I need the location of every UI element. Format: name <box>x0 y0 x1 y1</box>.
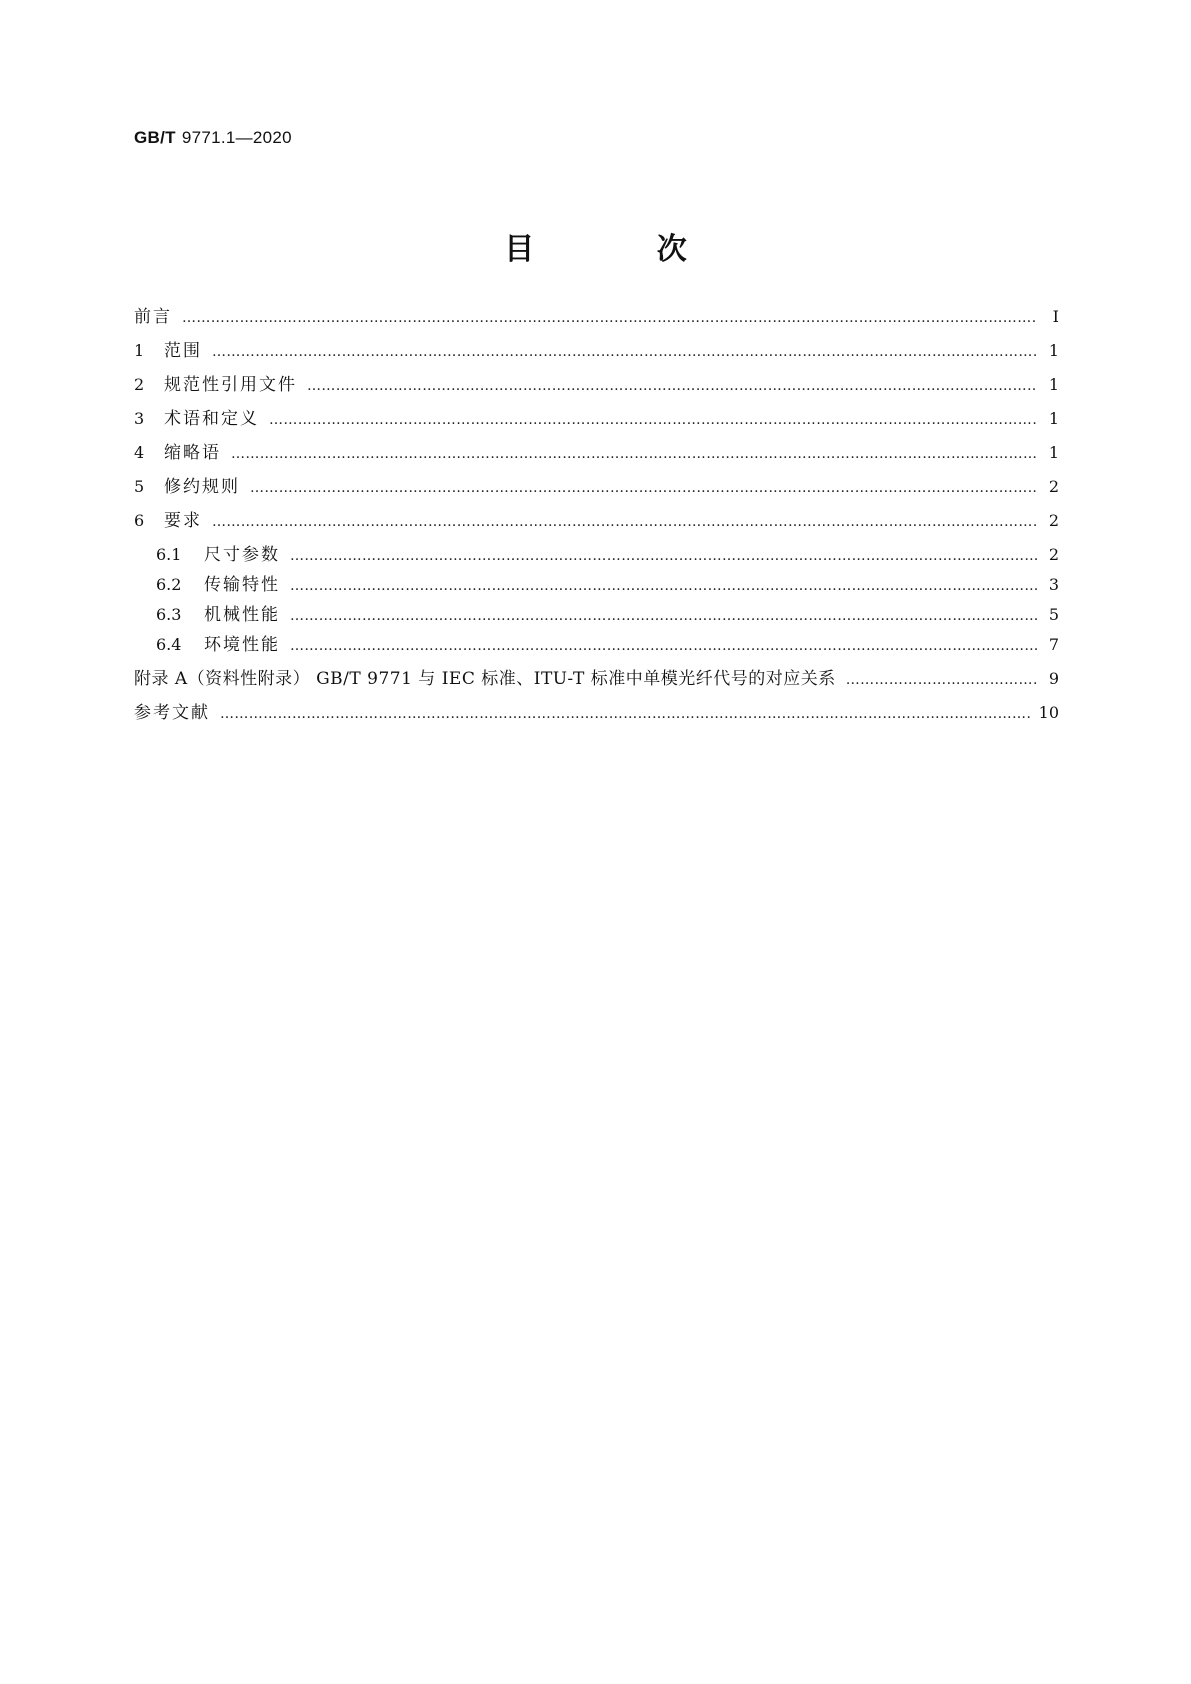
toc-entry-annex-a[interactable] <box>134 667 1059 691</box>
toc-entry-page: 1 <box>1048 341 1059 360</box>
toc-entry-2[interactable] <box>134 373 1059 397</box>
toc-entry-bibliography[interactable] <box>134 701 1059 725</box>
toc-entry-number: 6.1 <box>156 545 182 564</box>
toc-entry-page: 2 <box>1048 477 1059 496</box>
toc-entry-title: 传输特性 <box>204 575 280 595</box>
toc-entry-title: 环境性能 <box>204 635 280 655</box>
toc-entry-page: 7 <box>1048 635 1059 654</box>
toc-entry-page: Ⅰ <box>1052 307 1059 326</box>
toc-entry-number: 6.2 <box>156 575 182 594</box>
toc-leader-dots <box>182 306 1037 330</box>
toc-entry-title: 参考文献 <box>134 703 210 723</box>
toc-leader-dots <box>290 574 1037 598</box>
toc-entry-preface[interactable] <box>134 305 1059 329</box>
toc-entry-6[interactable] <box>134 509 1059 533</box>
toc-leader-dots <box>846 668 1037 692</box>
toc-entry-number: 4 <box>134 443 145 462</box>
toc-entry-page: 1 <box>1048 375 1059 394</box>
toc-entry-page: 2 <box>1048 511 1059 530</box>
toc-entry-page: 1 <box>1048 443 1059 462</box>
toc-leader-dots <box>212 510 1037 534</box>
toc-entry-number: 3 <box>134 409 145 428</box>
toc-entry-title: 术语和定义 <box>164 409 259 429</box>
toc-entry-title: 缩略语 <box>164 443 221 463</box>
toc-entry-title: 修约规则 <box>164 477 240 497</box>
toc-entry-number: 6 <box>134 511 145 530</box>
toc-entry-title: 机械性能 <box>204 605 280 625</box>
toc-leader-dots <box>290 604 1037 628</box>
toc-entry-4[interactable] <box>134 441 1059 465</box>
toc-entry-5[interactable] <box>134 475 1059 499</box>
toc-entry-title: 前言 <box>134 307 172 327</box>
toc-entry-number: 2 <box>134 375 145 394</box>
toc-leader-dots <box>231 442 1037 466</box>
toc-entry-1[interactable] <box>134 339 1059 363</box>
toc-entry-page: 2 <box>1048 545 1059 564</box>
toc-title: 目 次 <box>504 232 743 267</box>
document-code-number: 9771.1—2020 <box>181 128 292 147</box>
toc-entry-6-2[interactable] <box>156 573 1059 597</box>
toc-leader-dots <box>307 374 1037 398</box>
toc-entry-title: 尺寸参数 <box>204 545 280 565</box>
toc-entry-title: 范围 <box>164 341 202 361</box>
toc-entry-page: 10 <box>1038 703 1059 722</box>
toc-entry-number: 5 <box>134 477 145 496</box>
toc-leader-dots <box>250 476 1037 500</box>
toc-entry-page: 1 <box>1048 409 1059 428</box>
toc-leader-dots <box>290 634 1037 658</box>
toc-leader-dots <box>220 702 1031 726</box>
toc-entry-title: 附录 A（资料性附录） GB/T 9771 与 IEC 标准、ITU-T 标准中单模光纤代号的对应关系 <box>134 669 836 689</box>
table-of-contents <box>134 0 1059 1684</box>
toc-entry-page: 5 <box>1048 605 1059 624</box>
toc-entry-title: 要求 <box>164 511 202 531</box>
toc-leader-dots <box>269 408 1037 432</box>
document-code-prefix: GB/T <box>134 128 176 147</box>
toc-entry-3[interactable] <box>134 407 1059 431</box>
toc-leader-dots <box>290 544 1037 568</box>
toc-entry-page: 3 <box>1048 575 1059 594</box>
toc-leader-dots <box>212 340 1037 364</box>
toc-entry-page: 9 <box>1048 669 1059 688</box>
toc-entry-number: 6.3 <box>156 605 182 624</box>
toc-entry-6-4[interactable] <box>156 633 1059 657</box>
toc-entry-number: 1 <box>134 341 145 360</box>
toc-entry-title: 规范性引用文件 <box>164 375 297 395</box>
toc-entry-number: 6.4 <box>156 635 182 654</box>
toc-entry-6-3[interactable] <box>156 603 1059 627</box>
toc-entry-6-1[interactable] <box>156 543 1059 567</box>
